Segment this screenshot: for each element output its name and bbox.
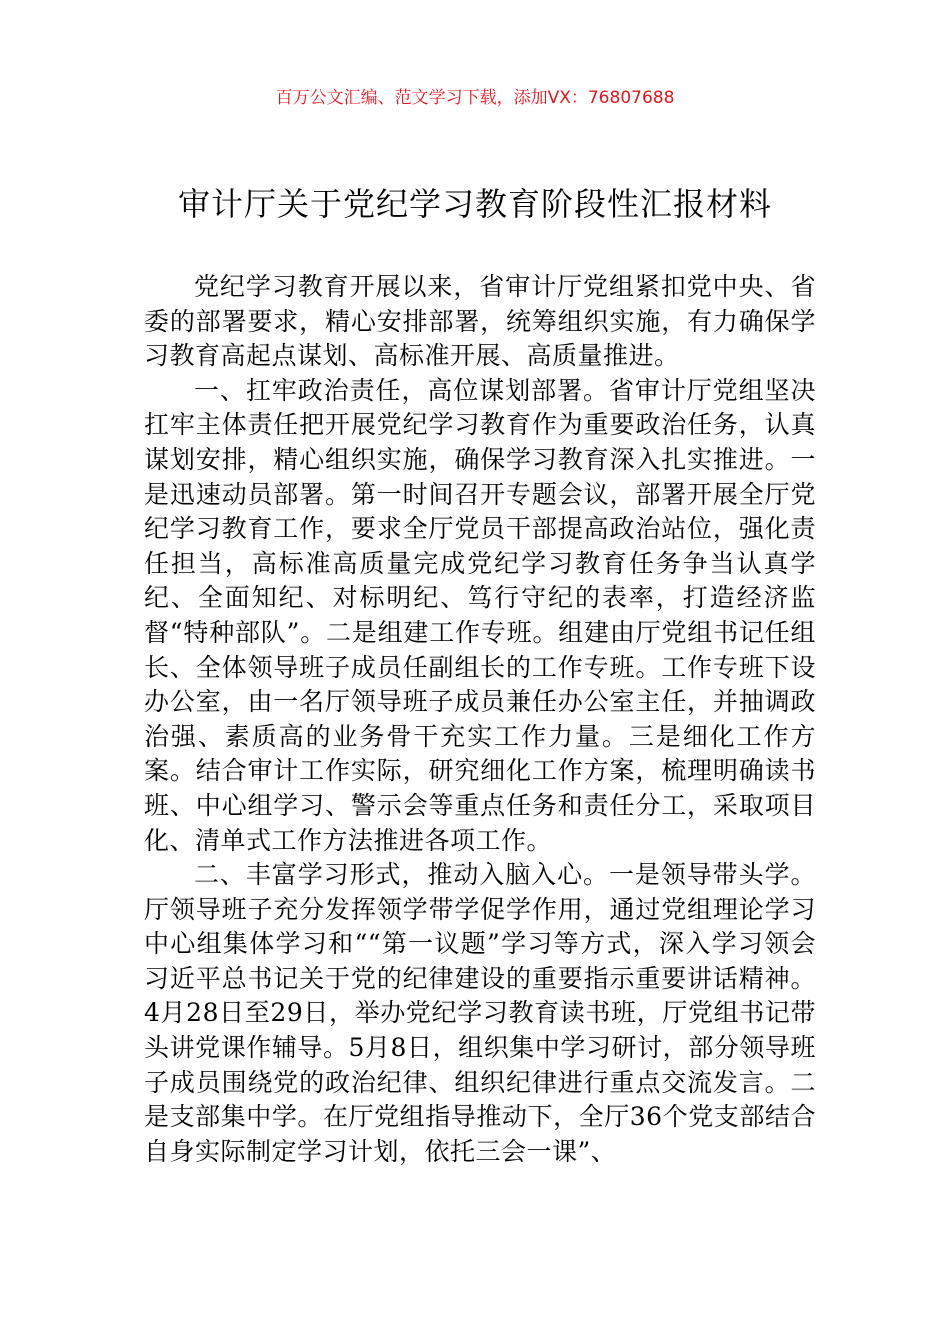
document-title: 审计厅关于党纪学习教育阶段性汇报材料 [177,185,772,223]
paragraph-section-2: 二、丰富学习形式，推动入脑入心。一是领导带头学。厅领导班子充分发挥领学带学促学作用，通过党组理论学习中心组集体学习和““第一议题”学习等方式，深入学习领会习近平总书记关于党的纪律建设的重要指示重要讲话精神。4月28日至29日，举办党纪学习教育读书班，厅党组书记带头讲党课作辅导。5月8日，组织集中学习研讨，部分领导班子成员围绕党的政治纪律、组织纪律进行重点交流发言。二是支部集中学。在厅党组指导推动下，全厅36个党支部结合自身实际制定学习计划，依托三会一课”、 [144,860,816,1166]
paragraph-intro: 党纪学习教育开展以来，省审计厅党组紧扣党中央、省委的部署要求，精心安排部署，统筹组织实施，有力确保学习教育高起点谋划、高标准开展、高质量推进。 [144,272,816,371]
document-body [144,270,816,1169]
paragraph-section-1: 一、扛牢政治责任，高位谋划部署。省审计厅党组坚决扛牢主体责任把开展党纪学习教育作为重要政治任务，认真谋划安排，精心组织实施，确保学习教育深入扎实推进。一是迅速动员部署。第一时间召开专题会议，部署开展全厅党纪学习教育工作，要求全厅党员干部提高政治站位，强化责任担当，高标准高质量完成党纪学习教育任务争当认真学纪、全面知纪、对标明纪、笃行守纪的表率，打造经济监督“特种部队”。二是组建工作专班。组建由厅党组书记任组长、全体领导班子成员任副组长的工作专班。工作专班下设办公室，由一名厅领导班子成员兼任办公室主任，并抽调政治强、素质高的业务骨干充实工作力量。三是细化工作方案。结合审计工作实际，研究细化工作方案，梳理明确读书班、中心组学习、警示会等重点任务和责任分工，采取项目化、清单式工作方法推进各项工作。 [144,375,816,855]
header-note: 百万公文汇编、范文学习下载，添加VX：76807688 [275,88,675,108]
